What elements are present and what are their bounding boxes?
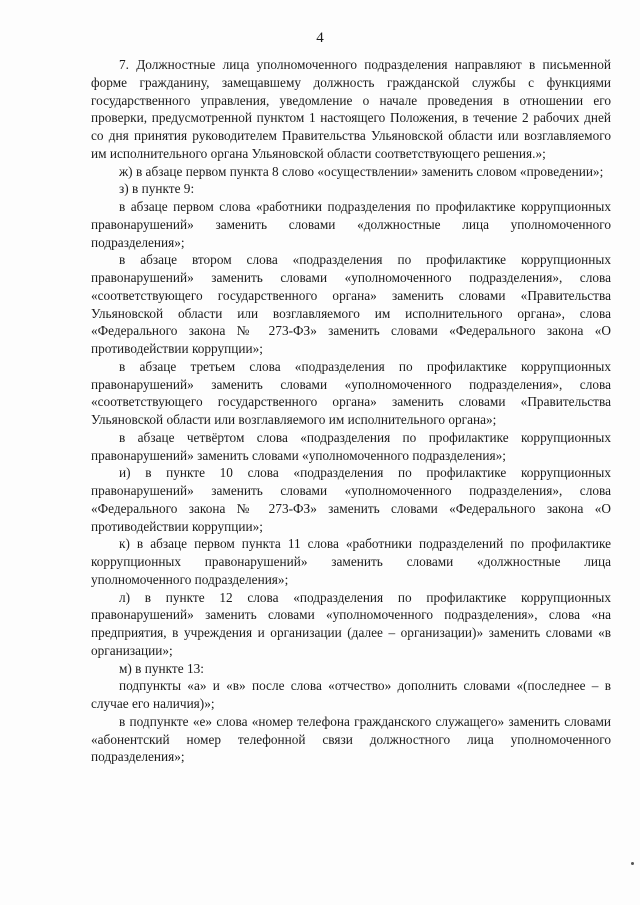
paragraph-z: з) в пункте 9: (119, 181, 195, 197)
paragraph-z-third: в абзаце третьем слова «подразделения по профилактике коррупционных правонарушений» заменить словами «уполномоченного подразделения», слова «соответствующего государственного органа» заменить словами «Правительства Ульяновской области или возглавляемого им исполнительного органа»; (91, 358, 611, 427)
page-number: 4 (316, 30, 324, 46)
paragraph-m-e: в подпункте «е» слова «номер телефона гражданского служащего» заменить словами «абонентский номер телефонной связи должностного лица уполномоченного подразделения»; (91, 713, 611, 765)
paragraph-zh: ж) в абзаце первом пункта 8 слово «осуществлении» заменить словом «проведении»; (119, 163, 604, 179)
paragraph-m-a-v: подпункты «а» и «в» после слова «отчество» дополнить словами «(последнее – в случае его наличия)»; (91, 678, 611, 711)
document-body (91, 56, 611, 766)
paragraph-z-fourth: в абзаце четвёртом слова «подразделения по профилактике коррупционных правонарушений» заменить словами «уполномоченного подразделения»; (91, 429, 611, 463)
paragraph-m: м) в пункте 13: (119, 660, 204, 676)
paragraph-z-first: в абзаце первом слова «работники подразделения по профилактике коррупционных правонарушений» заменить словами «должностные лица уполномоченного подразделения»; (91, 199, 611, 250)
paragraph-l: л) в пункте 12 слова «подразделения по профилактике коррупционных правонарушений» заменить словами «уполномоченного подразделения», слова «на предприятия, в учреждения и организации (далее – организации)» заменить словами «в организации»; (91, 589, 611, 658)
paragraph-item-7: 7. Должностные лица уполномоченного подразделения направляют в письменной форме гражданину, замещавшему должность гражданской службы с функциями государственного управления, уведомление о начале проведения в отношении его проверки, предусмотренной пунктом 1 настоящего Положения, в течение 2 рабочих дней со дня принятия руководителем Правительства Ульяновской области или возглавляемого им исполнительного органа Ульяновской области соответствующего решения.»; (91, 57, 611, 161)
paragraph-k: к) в абзаце первом пункта 11 слова «работники подразделений по профилактике коррупционных правонарушений» заменить словами «должностные лица уполномоченного подразделения»; (91, 536, 611, 587)
scan-speck (631, 862, 634, 865)
paragraph-z-second: в абзаце втором слова «подразделения по профилактике коррупционных правонарушений» заменить словами «уполномоченного подразделения», слова «соответствующего государственного органа» заменить словами «Правительства Ульяновской области или возглавляемого им исполнительного органа», слова «Федерального закона № 273-ФЗ» заменить словами «Федерального закона «О противодействии коррупции»; (91, 252, 611, 356)
paragraph-i: и) в пункте 10 слова «подразделения по профилактике коррупционных правонарушений» заменить словами «уполномоченного подразделения», слова «Федерального закона № 273-ФЗ» заменить словами «Федерального закона «О противодействии коррупции»; (91, 465, 611, 534)
